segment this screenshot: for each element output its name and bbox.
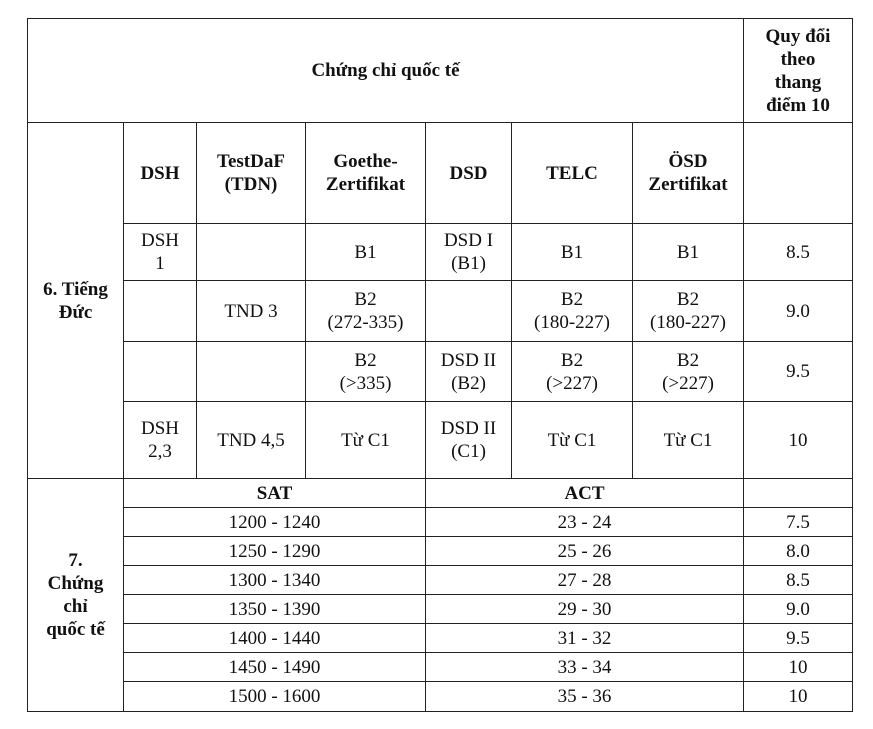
col-header-score	[744, 123, 853, 224]
score-header: Quy đổi theo thang điểm 10	[744, 19, 853, 123]
cell-act: 27 - 28	[426, 566, 744, 595]
cell-dsd	[426, 281, 512, 342]
cell-dsd: DSD I (B1)	[426, 224, 512, 281]
table-row	[28, 682, 853, 712]
cell-sat: 1350 - 1390	[124, 595, 426, 624]
cell-act: 31 - 32	[426, 624, 744, 653]
cell-osd: B2 (>227)	[633, 342, 744, 402]
cell-goethe: B2 (>335)	[306, 342, 426, 402]
cell-dsd: DSD II (C1)	[426, 402, 512, 479]
cell-osd: Từ C1	[633, 402, 744, 479]
cell-sat: 1500 - 1600	[124, 682, 426, 712]
intl-label: 7. Chứng chỉ quốc tế	[28, 479, 124, 712]
sat-header: SAT	[124, 479, 426, 508]
cell-act: 23 - 24	[426, 508, 744, 537]
col-header-telc: TELC	[512, 123, 633, 224]
table-row	[28, 281, 853, 342]
cell-dsh: DSH 2,3	[124, 402, 197, 479]
cell-score: 9.5	[744, 624, 853, 653]
cell-dsd: DSD II (B2)	[426, 342, 512, 402]
cell-score: 10	[744, 682, 853, 712]
col-header-goethe: Goethe- Zertifikat	[306, 123, 426, 224]
table-row	[28, 402, 853, 479]
cell-score: 9.5	[744, 342, 853, 402]
cell-testdaf	[197, 342, 306, 402]
cell-telc: B2 (>227)	[512, 342, 633, 402]
cell-testdaf	[197, 224, 306, 281]
table-title: Chứng chỉ quốc tế	[28, 19, 744, 123]
cell-score: 10	[744, 653, 853, 682]
col-header-dsh: DSH	[124, 123, 197, 224]
col-header-testdaf: TestDaF (TDN)	[197, 123, 306, 224]
score-empty	[744, 479, 853, 508]
col-header-osd: ÖSD Zertifikat	[633, 123, 744, 224]
table-row	[28, 595, 853, 624]
german-label: 6. Tiếng Đức	[28, 123, 124, 479]
cell-testdaf: TND 4,5	[197, 402, 306, 479]
cell-osd: B2 (180-227)	[633, 281, 744, 342]
cell-score: 8.0	[744, 537, 853, 566]
table-row	[28, 624, 853, 653]
cell-dsh	[124, 281, 197, 342]
cell-score: 10	[744, 402, 853, 479]
table-row	[28, 537, 853, 566]
cell-telc: B1	[512, 224, 633, 281]
cell-dsh: DSH 1	[124, 224, 197, 281]
cell-score: 7.5	[744, 508, 853, 537]
act-header: ACT	[426, 479, 744, 508]
cell-sat: 1200 - 1240	[124, 508, 426, 537]
table-row	[28, 342, 853, 402]
table-row	[28, 508, 853, 537]
cell-goethe: B1	[306, 224, 426, 281]
cell-sat: 1450 - 1490	[124, 653, 426, 682]
cell-telc: B2 (180-227)	[512, 281, 633, 342]
cell-score: 9.0	[744, 595, 853, 624]
table-row	[28, 566, 853, 595]
conversion-table	[27, 18, 853, 712]
cell-score: 8.5	[744, 224, 853, 281]
cell-sat: 1250 - 1290	[124, 537, 426, 566]
cell-score: 8.5	[744, 566, 853, 595]
cell-dsh	[124, 342, 197, 402]
cell-act: 25 - 26	[426, 537, 744, 566]
cell-act: 35 - 36	[426, 682, 744, 712]
cell-sat: 1400 - 1440	[124, 624, 426, 653]
col-header-dsd: DSD	[426, 123, 512, 224]
cell-score: 9.0	[744, 281, 853, 342]
cell-telc: Từ C1	[512, 402, 633, 479]
cell-sat: 1300 - 1340	[124, 566, 426, 595]
cell-testdaf: TND 3	[197, 281, 306, 342]
cell-act: 33 - 34	[426, 653, 744, 682]
cell-act: 29 - 30	[426, 595, 744, 624]
cell-goethe: Từ C1	[306, 402, 426, 479]
cell-osd: B1	[633, 224, 744, 281]
cell-goethe: B2 (272-335)	[306, 281, 426, 342]
table-row	[28, 653, 853, 682]
table-row	[28, 224, 853, 281]
